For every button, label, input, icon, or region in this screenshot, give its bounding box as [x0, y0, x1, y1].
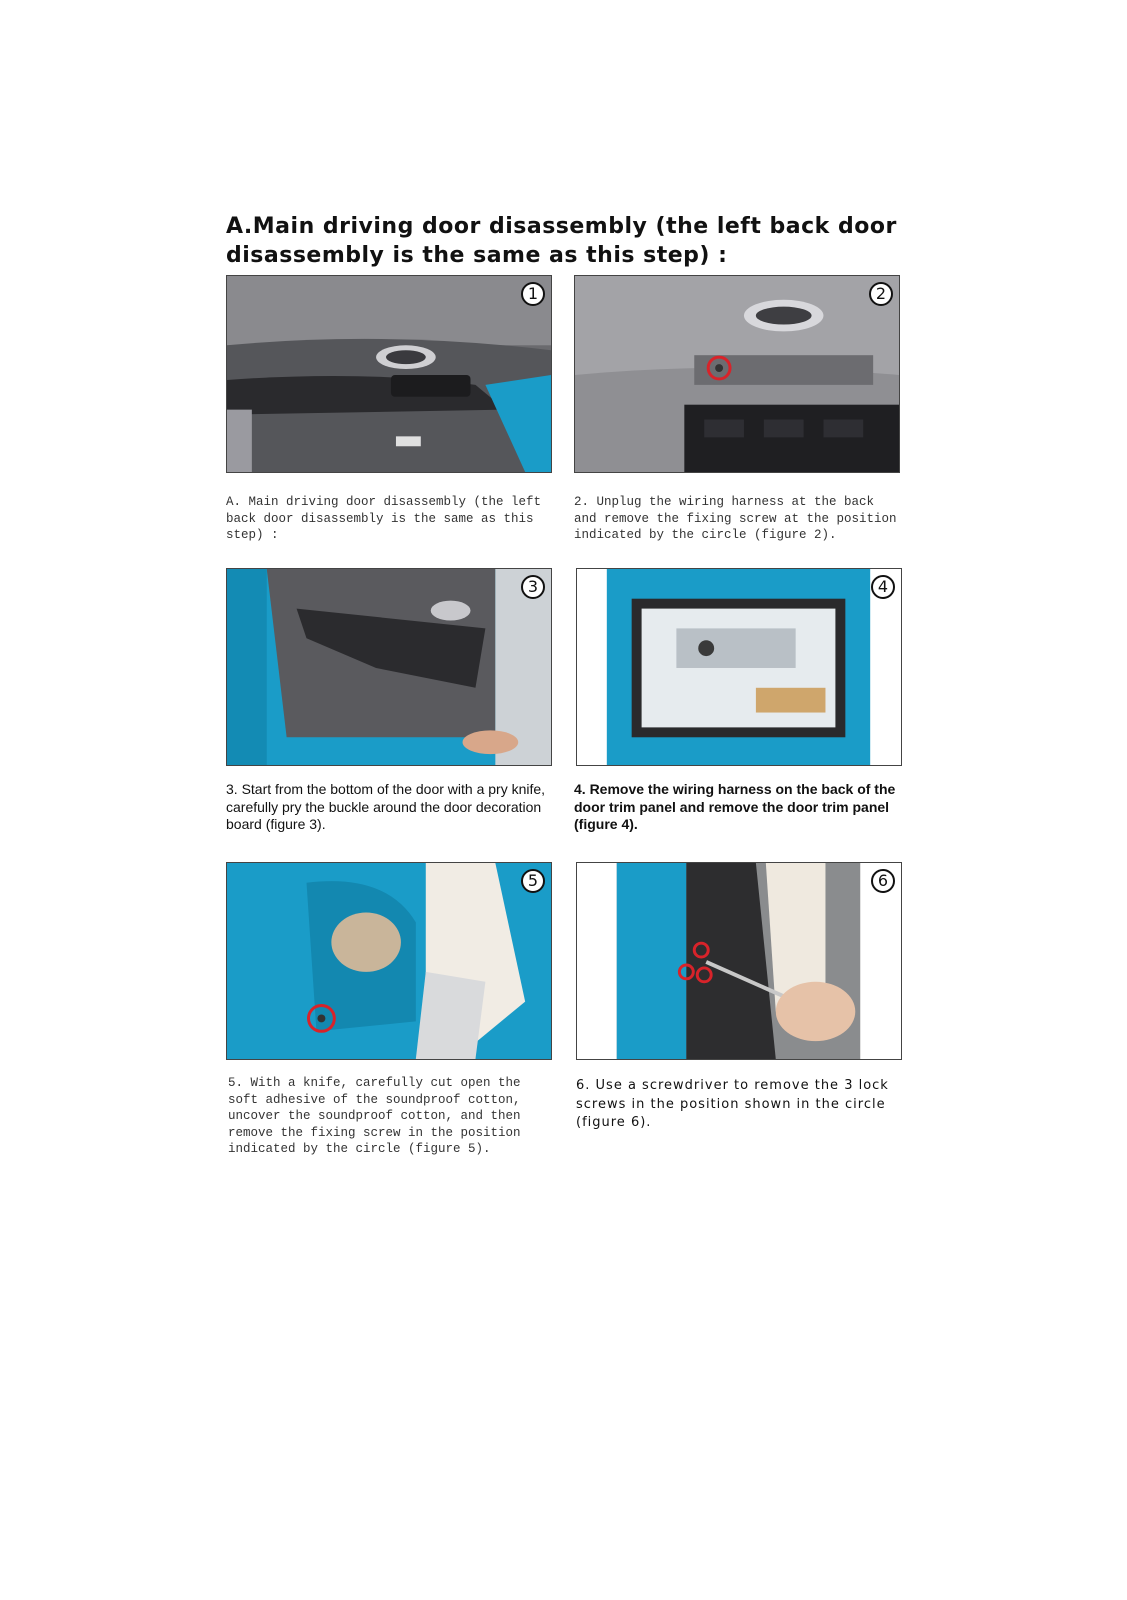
heading-line-2: disassembly is the same as this step) :: [226, 243, 728, 268]
door-interior-photo: [227, 276, 551, 472]
heading-line-1: A.Main driving door disassembly (the left back door: [226, 214, 897, 239]
figure-number-badge: 3: [521, 575, 545, 599]
figure-6-photo: [576, 862, 902, 1060]
figure-number-badge: 2: [869, 282, 893, 306]
figure-5-photo: [226, 862, 552, 1060]
figure-1-photo: [226, 275, 552, 473]
figure-3-caption: 3. Start from the bottom of the door with a pry knife, carefully pry the buckle around the door decoration board (figure 3).: [226, 781, 546, 832]
figure-number-badge: 4: [871, 575, 895, 599]
figure-number-badge: 5: [521, 869, 545, 893]
door-panel-pry-photo: [227, 569, 551, 765]
lock-screws-photo: [577, 863, 901, 1059]
door-trim-back-photo: [575, 276, 899, 472]
figure-2-caption: 2. Unplug the wiring harness at the back and remove the fixing screw at the position indicated by the circle (figure 2).: [574, 495, 897, 542]
soundproof-cotton-photo: [227, 863, 551, 1059]
figure-number-badge: 1: [521, 282, 545, 306]
door-trim-removed-photo: [577, 569, 901, 765]
figure-1-caption: A. Main driving door disassembly (the left back door disassembly is the same as this step) :: [226, 495, 542, 542]
figure-number-badge: 6: [871, 869, 895, 893]
figure-6-caption: 6. Use a screwdriver to remove the 3 lock screws in the position shown in the circle (figure 6).: [576, 1078, 889, 1130]
figure-5-caption: 5. With a knife, carefully cut open the soft adhesive of the soundproof cotton, uncover the soundproof cotton, and then remove the fixing screw in the position indicated by the circle (figure 5).: [228, 1076, 521, 1156]
section-heading: [226, 212, 926, 270]
figure-3-photo: [226, 568, 552, 766]
figure-4-caption: 4. Remove the wiring harness on the back of the door trim panel and remove the door trim panel (figure 4).: [574, 781, 896, 832]
figure-2-photo: [574, 275, 900, 473]
figure-4-photo: [576, 568, 902, 766]
